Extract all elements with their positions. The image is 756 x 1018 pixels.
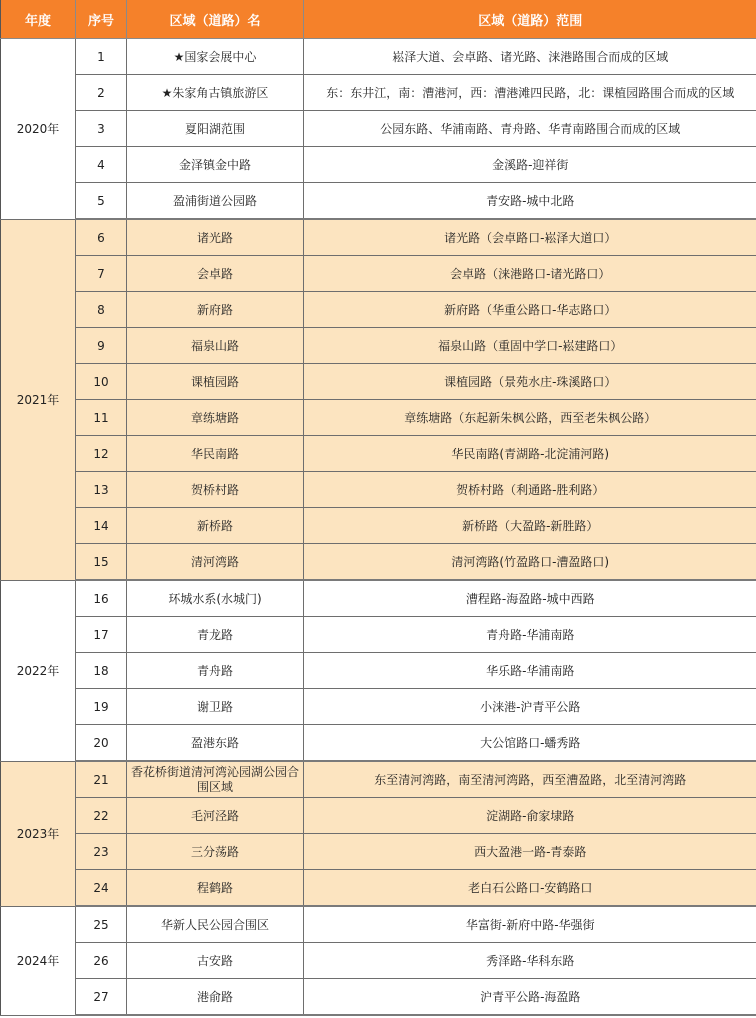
number-cell: 19: [76, 689, 127, 725]
area-range-cell: 大公馆路口-蟠秀路: [304, 725, 756, 762]
area-name-cell: 华新人民公园合围区: [127, 906, 304, 943]
number-cell: 13: [76, 472, 127, 508]
area-range-cell: 漕程路-海盈路-城中西路: [304, 580, 756, 617]
table-row: [1, 508, 756, 544]
number-cell: 24: [76, 870, 127, 907]
area-range-cell: 新桥路（大盈路-新胜路）: [304, 508, 756, 544]
area-name-cell: 香花桥街道清河湾沁园湖公园合围区域: [127, 761, 304, 798]
table-row: [1, 689, 756, 725]
number-cell: 3: [76, 111, 127, 147]
table-row: [1, 292, 756, 328]
area-range-cell: 东：东井江，南：漕港河，西：漕港滩四民路，北：课植园路围合而成的区域: [304, 75, 756, 111]
table-row: [1, 580, 756, 617]
number-cell: 14: [76, 508, 127, 544]
table-row: [1, 906, 756, 943]
area-name-cell: 盈港东路: [127, 725, 304, 762]
area-range-cell: 华乐路-华浦南路: [304, 653, 756, 689]
year-cell: 2021年: [1, 219, 76, 580]
table-row: [1, 472, 756, 508]
table-row: [1, 870, 756, 907]
number-cell: 11: [76, 400, 127, 436]
area-name-cell: 夏阳湖范围: [127, 111, 304, 147]
table-row: [1, 943, 756, 979]
number-cell: 25: [76, 906, 127, 943]
area-name-cell: 青舟路: [127, 653, 304, 689]
year-cell: 2022年: [1, 580, 76, 761]
table-row: [1, 834, 756, 870]
area-name-cell: 毛河泾路: [127, 798, 304, 834]
number-cell: 15: [76, 544, 127, 581]
table-row: [1, 256, 756, 292]
area-range-cell: 老白石公路口-安鹤路口: [304, 870, 756, 907]
year-cell: 2023年: [1, 761, 76, 906]
area-range-cell: 诸光路（会卓路口-崧泽大道口）: [304, 219, 756, 256]
area-range-cell: 章练塘路（东起新朱枫公路，西至老朱枫公路）: [304, 400, 756, 436]
table-row: [1, 39, 756, 75]
area-name-cell: 福泉山路: [127, 328, 304, 364]
number-cell: 2: [76, 75, 127, 111]
area-name-cell: ★朱家角古镇旅游区: [127, 75, 304, 111]
table-row: [1, 147, 756, 183]
year-cell: 2020年: [1, 39, 76, 220]
area-range-cell: 青安路-城中北路: [304, 183, 756, 220]
table-body: [1, 39, 756, 1016]
area-range-cell: 金溪路-迎祥街: [304, 147, 756, 183]
area-name-cell: 新府路: [127, 292, 304, 328]
number-cell: 1: [76, 39, 127, 75]
area-range-cell: 淀湖路-俞家埭路: [304, 798, 756, 834]
area-name-cell: ★国家会展中心: [127, 39, 304, 75]
table-row: [1, 183, 756, 220]
area-range-cell: 新府路（华重公路口-华志路口）: [304, 292, 756, 328]
number-cell: 4: [76, 147, 127, 183]
table-row: [1, 328, 756, 364]
header-area-range: 区域（道路）范围: [304, 0, 756, 39]
table-row: [1, 544, 756, 581]
area-name-cell: 贺桥村路: [127, 472, 304, 508]
table-row: [1, 761, 756, 798]
area-range-cell: 贺桥村路（利通路-胜利路）: [304, 472, 756, 508]
area-name-cell: 三分荡路: [127, 834, 304, 870]
year-cell: 2024年: [1, 906, 76, 1015]
number-cell: 20: [76, 725, 127, 762]
number-cell: 21: [76, 761, 127, 798]
number-cell: 22: [76, 798, 127, 834]
area-name-cell: 港俞路: [127, 979, 304, 1016]
area-name-cell: 环城水系(水城门): [127, 580, 304, 617]
table-header: [1, 0, 756, 39]
area-name-cell: 华民南路: [127, 436, 304, 472]
area-name-cell: 盈浦街道公园路: [127, 183, 304, 220]
number-cell: 27: [76, 979, 127, 1016]
header-number: 序号: [76, 0, 127, 39]
number-cell: 18: [76, 653, 127, 689]
number-cell: 9: [76, 328, 127, 364]
number-cell: 10: [76, 364, 127, 400]
area-name-cell: 新桥路: [127, 508, 304, 544]
area-name-cell: 金泽镇金中路: [127, 147, 304, 183]
number-cell: 16: [76, 580, 127, 617]
table-row: [1, 653, 756, 689]
number-cell: 6: [76, 219, 127, 256]
table-row: [1, 219, 756, 256]
area-range-cell: 福泉山路（重固中学口-崧建路口）: [304, 328, 756, 364]
number-cell: 7: [76, 256, 127, 292]
table-row: [1, 436, 756, 472]
area-range-cell: 华富街-新府中路-华强街: [304, 906, 756, 943]
number-cell: 23: [76, 834, 127, 870]
area-name-cell: 程鹤路: [127, 870, 304, 907]
area-range-cell: 课植园路（景苑水庄-珠溪路口）: [304, 364, 756, 400]
area-range-cell: 东至清河湾路，南至清河湾路，西至漕盈路，北至清河湾路: [304, 761, 756, 798]
table-row: [1, 75, 756, 111]
area-name-cell: 古安路: [127, 943, 304, 979]
area-range-cell: 秀泽路-华科东路: [304, 943, 756, 979]
area-name-cell: 诸光路: [127, 219, 304, 256]
number-cell: 5: [76, 183, 127, 220]
area-range-cell: 公园东路、华浦南路、青舟路、华青南路围合而成的区域: [304, 111, 756, 147]
table-row: [1, 400, 756, 436]
area-range-cell: 沪青平公路-海盈路: [304, 979, 756, 1016]
number-cell: 26: [76, 943, 127, 979]
table-row: [1, 979, 756, 1016]
table-row: [1, 111, 756, 147]
table-row: [1, 725, 756, 762]
area-name-cell: 青龙路: [127, 617, 304, 653]
area-name-cell: 课植园路: [127, 364, 304, 400]
header-year: 年度: [1, 0, 76, 39]
area-name-cell: 清河湾路: [127, 544, 304, 581]
header-area-name: 区域（道路）名: [127, 0, 304, 39]
area-name-cell: 章练塘路: [127, 400, 304, 436]
area-range-cell: 西大盈港一路-青泰路: [304, 834, 756, 870]
area-name-cell: 会卓路: [127, 256, 304, 292]
area-range-cell: 清河湾路(竹盈路口-漕盈路口): [304, 544, 756, 581]
area-range-cell: 会卓路（涞港路口-诸光路口）: [304, 256, 756, 292]
area-name-cell: 谢卫路: [127, 689, 304, 725]
number-cell: 17: [76, 617, 127, 653]
area-range-cell: 崧泽大道、会卓路、诸光路、涞港路围合而成的区域: [304, 39, 756, 75]
table-row: [1, 798, 756, 834]
number-cell: 12: [76, 436, 127, 472]
number-cell: 8: [76, 292, 127, 328]
area-range-cell: 青舟路-华浦南路: [304, 617, 756, 653]
area-range-cell: 华民南路(青湖路-北淀浦河路): [304, 436, 756, 472]
table-row: [1, 364, 756, 400]
table-row: [1, 617, 756, 653]
area-range-cell: 小涞港-沪青平公路: [304, 689, 756, 725]
